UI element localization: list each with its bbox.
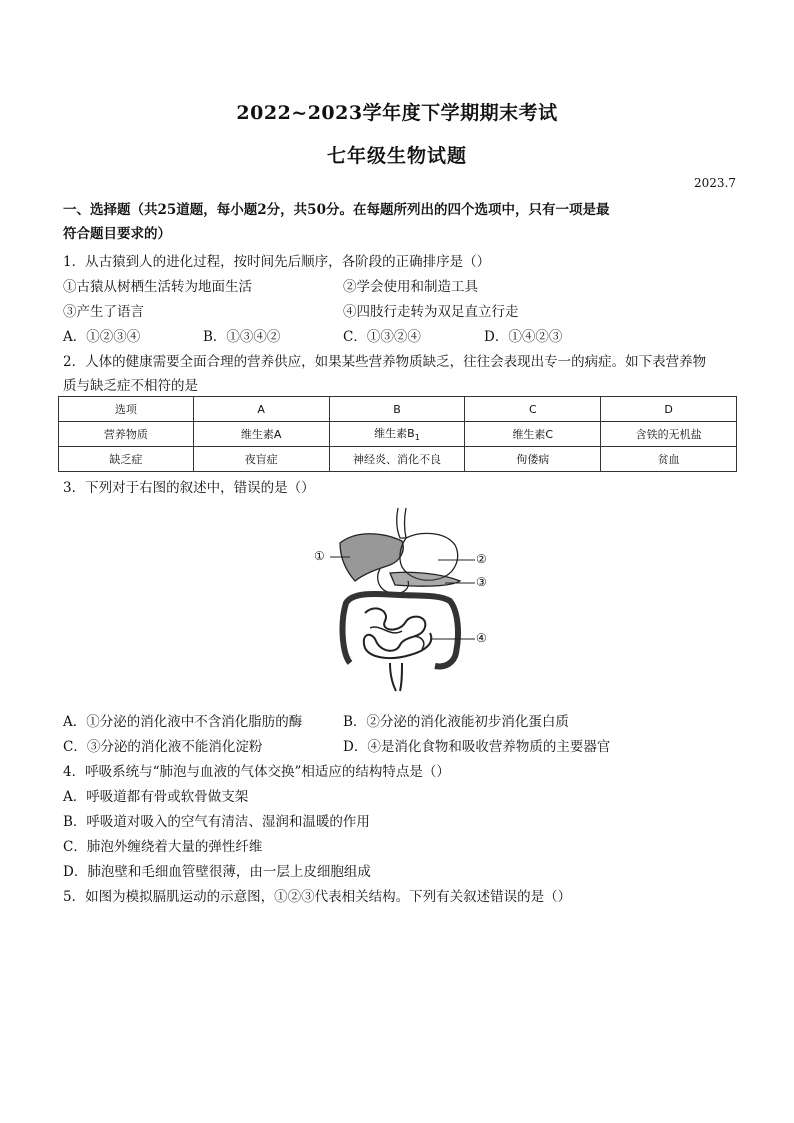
q1-option-b: B．①③④②: [203, 329, 281, 345]
exam-subtitle: 七年级生物试题: [326, 145, 467, 167]
subscript: 1: [414, 433, 420, 443]
q1-option-c: C．①③②④: [343, 329, 421, 345]
exam-title: 2022~2023学年度下学期期末考试: [236, 102, 558, 124]
table-cell: 缺乏症: [59, 447, 194, 472]
figure-label-1: ①: [314, 549, 325, 563]
q4-option-a: A．呼吸道都有骨或软骨做支架: [63, 789, 249, 805]
table-cell: 神经炎、消化不良: [329, 447, 465, 472]
q3-option-d: D．④是消化食物和吸收营养物质的主要器官: [343, 739, 611, 755]
table-cell: 选项: [59, 397, 194, 422]
table-cell: 含铁的无机盐: [601, 422, 737, 447]
q1-option-d: D．①④②③: [484, 329, 563, 345]
q1-item-4: ④四肢行走转为双足直立行走: [343, 304, 519, 320]
table-cell: A: [193, 397, 329, 422]
q4-option-c: C．肺泡外缠绕着大量的弹性纤维: [63, 839, 263, 855]
digestive-system-diagram: [310, 503, 490, 698]
table-cell: 维生素A: [193, 422, 329, 447]
q5-stem: 5．如图为模拟膈肌运动的示意图，①②③代表相关结构。下列有关叙述错误的是（）: [63, 889, 572, 905]
exam-date: 2023.7: [694, 176, 736, 190]
table-row: [59, 447, 737, 472]
q2-stem-cont: 质与缺乏症不相符的是: [63, 378, 198, 394]
q3-option-c: C．③分泌的消化液不能消化淀粉: [63, 739, 263, 755]
q1-stem: 1．从古猿到人的进化过程，按时间先后顺序，各阶段的正确排序是（）: [63, 254, 491, 270]
q3-option-a: A．①分泌的消化液中不含消化脂肪的酶: [63, 714, 303, 730]
q1-option-a: A．①②③④: [63, 329, 141, 345]
q3-stem: 3．下列对于右图的叙述中，错误的是（）: [63, 480, 315, 496]
q3-option-b: B．②分泌的消化液能初步消化蛋白质: [343, 714, 569, 730]
table-cell: B: [329, 397, 465, 422]
figure-label-2: ②: [476, 552, 487, 566]
table-cell: 维生素C: [465, 422, 601, 447]
q4-stem: 4．呼吸系统与“肺泡与血液的气体交换”相适应的结构特点是（）: [63, 764, 450, 780]
q4-option-b: B．呼吸道对吸入的空气有清洁、湿润和温暖的作用: [63, 814, 370, 830]
nutrient-table: [58, 396, 737, 472]
section-heading-cont: 符合题目要求的）: [63, 226, 171, 242]
table-cell: 佝偻病: [465, 447, 601, 472]
table-cell: 夜盲症: [193, 447, 329, 472]
table-cell-text: 维生素B: [374, 427, 415, 441]
digestive-system-figure: [310, 503, 490, 698]
table-cell: 营养物质: [59, 422, 194, 447]
figure-label-4: ④: [476, 631, 487, 645]
q1-item-1: ①古猿从树栖生活转为地面生活: [63, 279, 252, 295]
q2-stem: 2．人体的健康需要全面合理的营养供应，如果某些营养物质缺乏，往往会表现出专一的病症。如下表营养物: [63, 354, 707, 370]
table-row: [59, 422, 737, 447]
section-heading: 一、选择题（共25道题，每小题2分，共50分。在每题所列出的四个选项中，只有一项是最: [63, 202, 610, 218]
figure-label-3: ③: [476, 575, 487, 589]
table-cell: C: [465, 397, 601, 422]
q1-item-2: ②学会使用和制造工具: [343, 279, 478, 295]
table-header-row: [59, 397, 737, 422]
table-cell: D: [601, 397, 737, 422]
q4-option-d: D．肺泡壁和毛细血管壁很薄，由一层上皮细胞组成: [63, 864, 371, 880]
table-cell: 贫血: [601, 447, 737, 472]
q1-item-3: ③产生了语言: [63, 304, 144, 320]
table-cell: [329, 422, 465, 447]
